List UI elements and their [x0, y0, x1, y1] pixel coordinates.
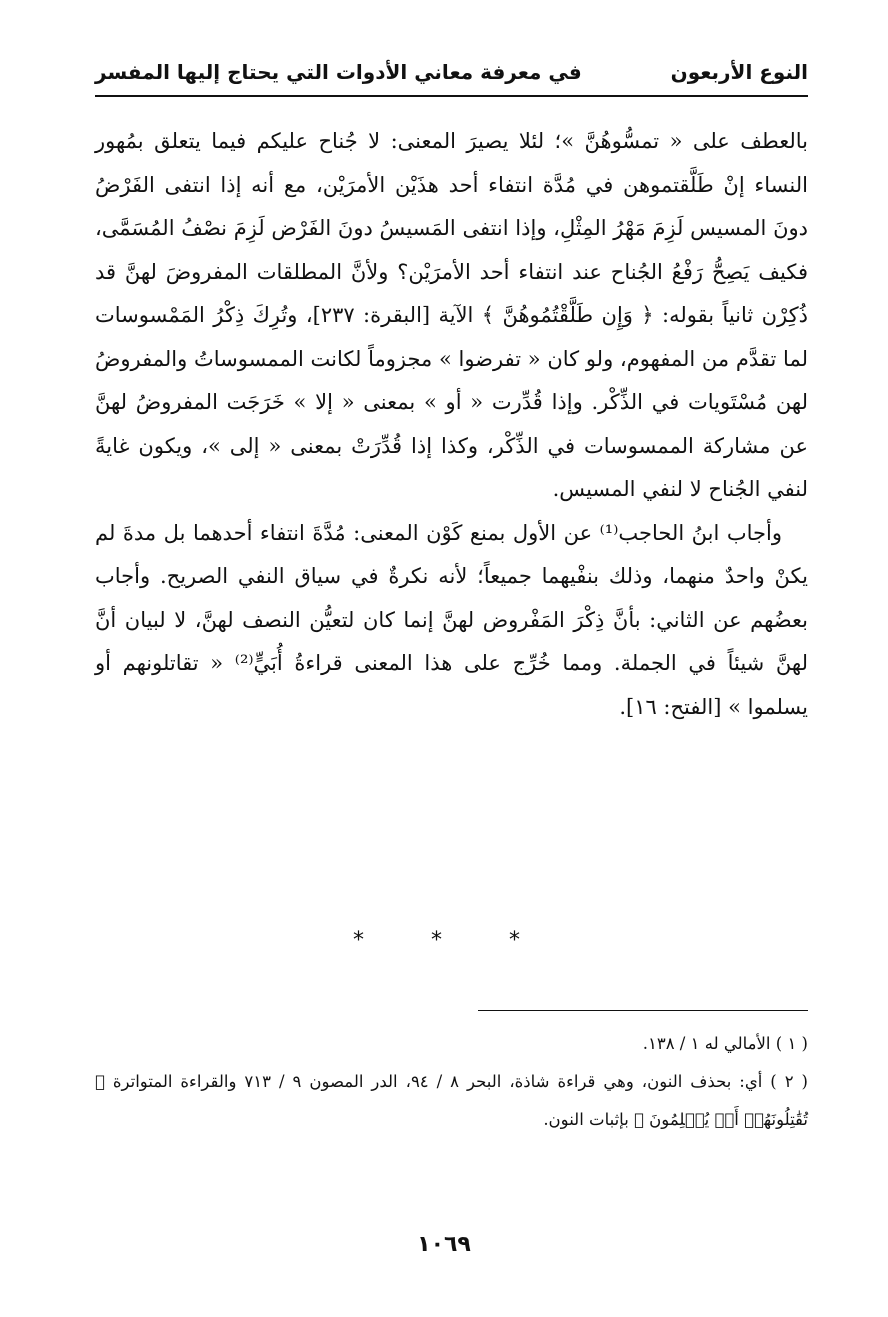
- footnote: ( ١ ) الأمالي له ١ / ١٣٨.: [642, 1034, 808, 1053]
- chapter-title: في معرفة معاني الأدوات التي يحتاج إليها المفسر: [95, 60, 582, 84]
- paragraph: وأجاب ابنُ الحاجب⁽¹⁾ عن الأول بمنع كَوْن المعنى: مُدَّةَ انتفاء أحدهما بل مدةَ لم يكنْ واحدٌ منهما، وذلك بنفْيهما جميعاً؛ لأنه نكرةٌ في سياق النفي الصريح. وأجاب بعضُهم عن الثاني: بأنَّ ذِكْرَ المَفْروض لهنَّ إنما كان لتعيُّن النصف لهنَّ، لا لبيان أنَّ لهنَّ شيئاً في الجملة. ومما خُرِّج على هذا المعنى قراءةُ أُبَيٍّ⁽²⁾ « تقاتلونهم أو يسلموا » [الفتح: ١٦].: [95, 520, 808, 719]
- footnotes: [95, 1025, 808, 1139]
- footnote: ( ٢ ) أي: بحذف النون، وهي قراءة شاذة، البحر ٨ / ٩٤، الدر المصون ٩ / ٧١٣ والقراءة المتواترة ﴿ تُقَٰتِلُونَهُمۡ أَوۡ يُسۡلِمُونَ ﴾ بإثبات النون.: [95, 1072, 808, 1129]
- header-divider: [95, 95, 808, 97]
- main-text: [95, 120, 808, 729]
- footnote-divider: [478, 1010, 808, 1011]
- paragraph: بالعطف على « تمسُّوهُنَّ »؛ لئلا يصيرَ المعنى: لا جُناح عليكم فيما يتعلق بمُهور النساء إنْ طَلَّقتموهن في مُدَّة انتفاء أحد هذَيْن الأمرَيْن، مع أنه إذا انتفى الفَرْضُ دونَ المسيس لَزِمَ مَهْرُ المِثْلِ، وإذا انتفى المَسيسُ دونَ الفَرْض لَزِمَ نصْفُ المُسَمَّى، فكيف يَصِحُّ رَفْعُ الجُناح عند انتفاء أحد الأمرَيْن؟ ولأنَّ المطلقات المفروضَ لهنَّ قد ذُكِرْن ثانياً بقوله: ﴿ وَإِن طَلَّقْتُمُوهُنَّ ﴾ الآية [البقرة: ٢٣٧]، وتُرِكَ ذِكْرُ المَمْسوسات لما تقدَّم من المفهوم، ولو كان « تفرضوا » مجزوماً لكانت الممسوساتُ والمفروضُ لهن مُسْتَويات في الذِّكْر. وإذا قُدِّرت « أو » بمعنى « إلا » خَرَجَت المفروضُ لهنَّ عن مشاركة الممسوسات في الذِّكْر، وكذا إذا قُدِّرَتْ بمعنى « إلى »، ويكون غايةً لنفي الجُناح لا لنفي المسيس.: [95, 129, 808, 501]
- chapter-heading: النوع الأربعون: [670, 60, 808, 84]
- section-separator: * * *: [353, 928, 550, 953]
- running-header: [95, 52, 808, 92]
- page-number: ١٠٦٩: [417, 1232, 471, 1257]
